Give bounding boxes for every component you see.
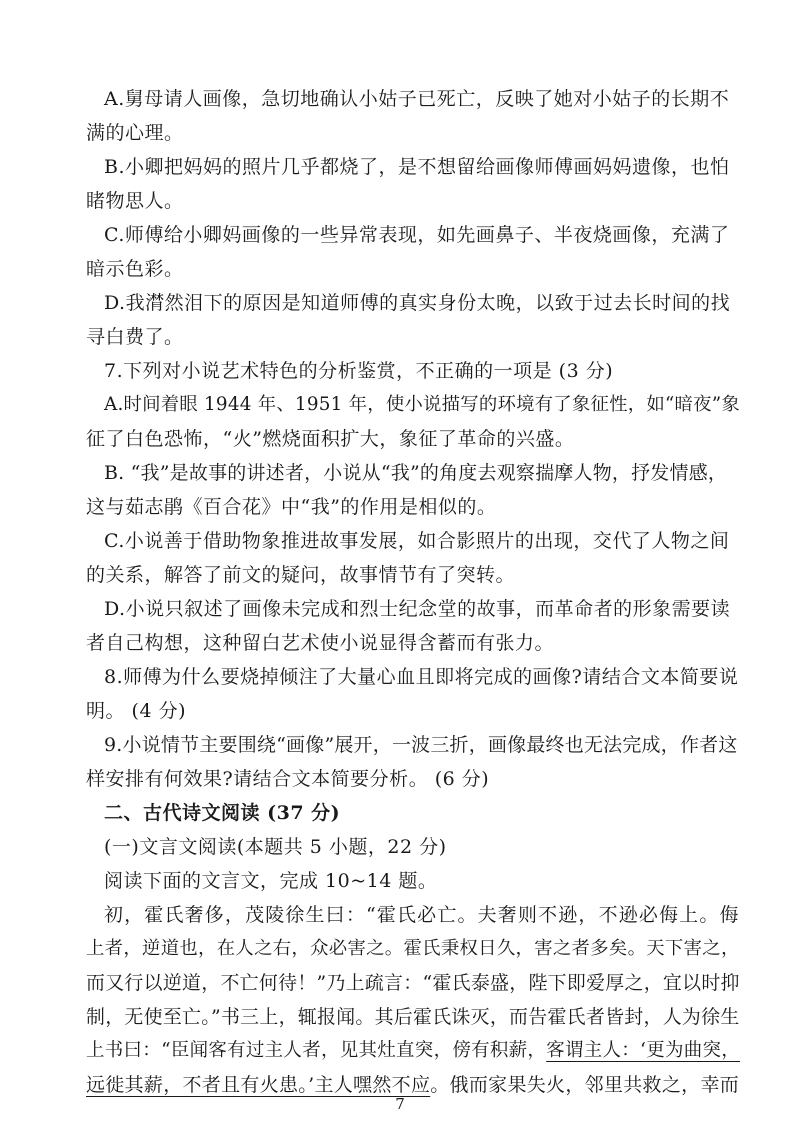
option-c-line-1: C.师傅给小卿妈画像的一些异常表现，如先画鼻子、半夜烧画像，充满了 xyxy=(104,224,730,246)
option-b-line-1: B.小卿把妈妈的照片几乎都烧了，是不想留给画像师傅画妈妈遗像，也怕 xyxy=(104,156,730,178)
question-9-line-1: 9.小说情节主要围绕“画像”展开，一波三折，画像最终也无法完成，作者这 xyxy=(104,734,738,756)
question-8-line-1: 8.师傅为什么要烧掉倾注了大量心血且即将完成的画像?请结合文本简要说 xyxy=(104,666,739,688)
option-c-line-2: 暗示色彩。 xyxy=(86,258,184,280)
question-9-line-2: 样安排有何效果?请结合文本简要分析。 (6 分) xyxy=(86,768,490,790)
classical-text-line-2: 上者，逆道也，在人之右，众必害之。霍氏秉权日久，害之者多矣。天下害之， xyxy=(86,938,740,959)
section-2-heading: 二、古代诗文阅读 (37 分) xyxy=(104,802,341,824)
q7-option-c-line-1: C.小说善于借助物象推进故事发展，如合影照片的出现，交代了人物之间 xyxy=(104,530,730,552)
q7-option-c-line-2: 的关系，解答了前文的疑问，故事情节有了突转。 xyxy=(86,564,516,586)
subsection-heading: (一)文言文阅读(本题共 5 小题，22 分) xyxy=(104,836,447,858)
question-8-line-2: 明。 (4 分) xyxy=(86,700,186,722)
q7-option-a-line-2: 征了白色恐怖，“火”燃烧面积扩大，象征了革命的兴盛。 xyxy=(86,428,575,450)
q7-option-b-line-2: 这与茹志鹃《百合花》中“我”的作用是相似的。 xyxy=(86,496,497,518)
q7-option-d-line-2: 者自己构想，这种留白艺术使小说显得含蓄而有张力。 xyxy=(86,632,555,654)
underlined-sentence-part-1: 客谓主人：‘更为曲突， xyxy=(546,1040,741,1061)
page-number: 7 xyxy=(395,1095,405,1113)
q7-option-a-line-1: A.时间着眼 1944 年、1951 年，使小说描写的环境有了象征性，如“暗夜”象 xyxy=(104,394,740,415)
q7-option-b-line-1: B. “我”是故事的讲述者，小说从“我”的角度去观察揣摩人物，抒发情感， xyxy=(104,462,728,484)
classical-text-line-3: 而又行以逆道，不亡何待！”乃上疏言：“霍氏泰盛，陛下即爱厚之，宜以时抑 xyxy=(86,972,740,994)
underlined-sentence-part-2: 远徙其薪，不者且有火患。’主人嘿然不应 xyxy=(86,1074,431,1096)
reading-instruction: 阅读下面的文言文，完成 10~14 题。 xyxy=(104,870,438,892)
classical-text-line-1: 初，霍氏奢侈，茂陵徐生曰：“霍氏必亡。夫奢则不逊，不逊必侮上。侮 xyxy=(104,904,740,926)
option-d-line-2: 寻白费了。 xyxy=(86,326,184,348)
option-b-line-2: 睹物思人。 xyxy=(86,190,184,212)
option-a-line-2: 满的心理。 xyxy=(86,122,184,144)
option-d-line-1: D.我潸然泪下的原因是知道师傅的真实身份太晚，以致于过去长时间的找 xyxy=(104,292,731,314)
classical-text-line-4: 制，无使至亡。”书三上，辄报闻。其后霍氏诛灭，而告霍氏者皆封，人为徐生 xyxy=(86,1006,740,1028)
classical-text-line-5: 上书曰：“臣闻客有过主人者，见其灶直突，傍有积薪，客谓主人：‘更为曲突， xyxy=(86,1034,800,1068)
q7-option-d-line-1: D.小说只叙述了画像未完成和烈士纪念堂的故事，而革命者的形象需要读 xyxy=(104,598,731,620)
option-a-line-1: A.舅母请人画像，急切地确认小姑子已死亡，反映了她对小姑子的长期不 xyxy=(104,88,730,110)
question-7-stem: 7.下列对小说艺术特色的分析鉴赏，不正确的一项是 (3 分) xyxy=(104,360,614,382)
classical-text-line-6: 远徙其薪，不者且有火患。’主人嘿然不应。俄而家果失火，邻里共救之，幸而 xyxy=(86,1068,800,1102)
